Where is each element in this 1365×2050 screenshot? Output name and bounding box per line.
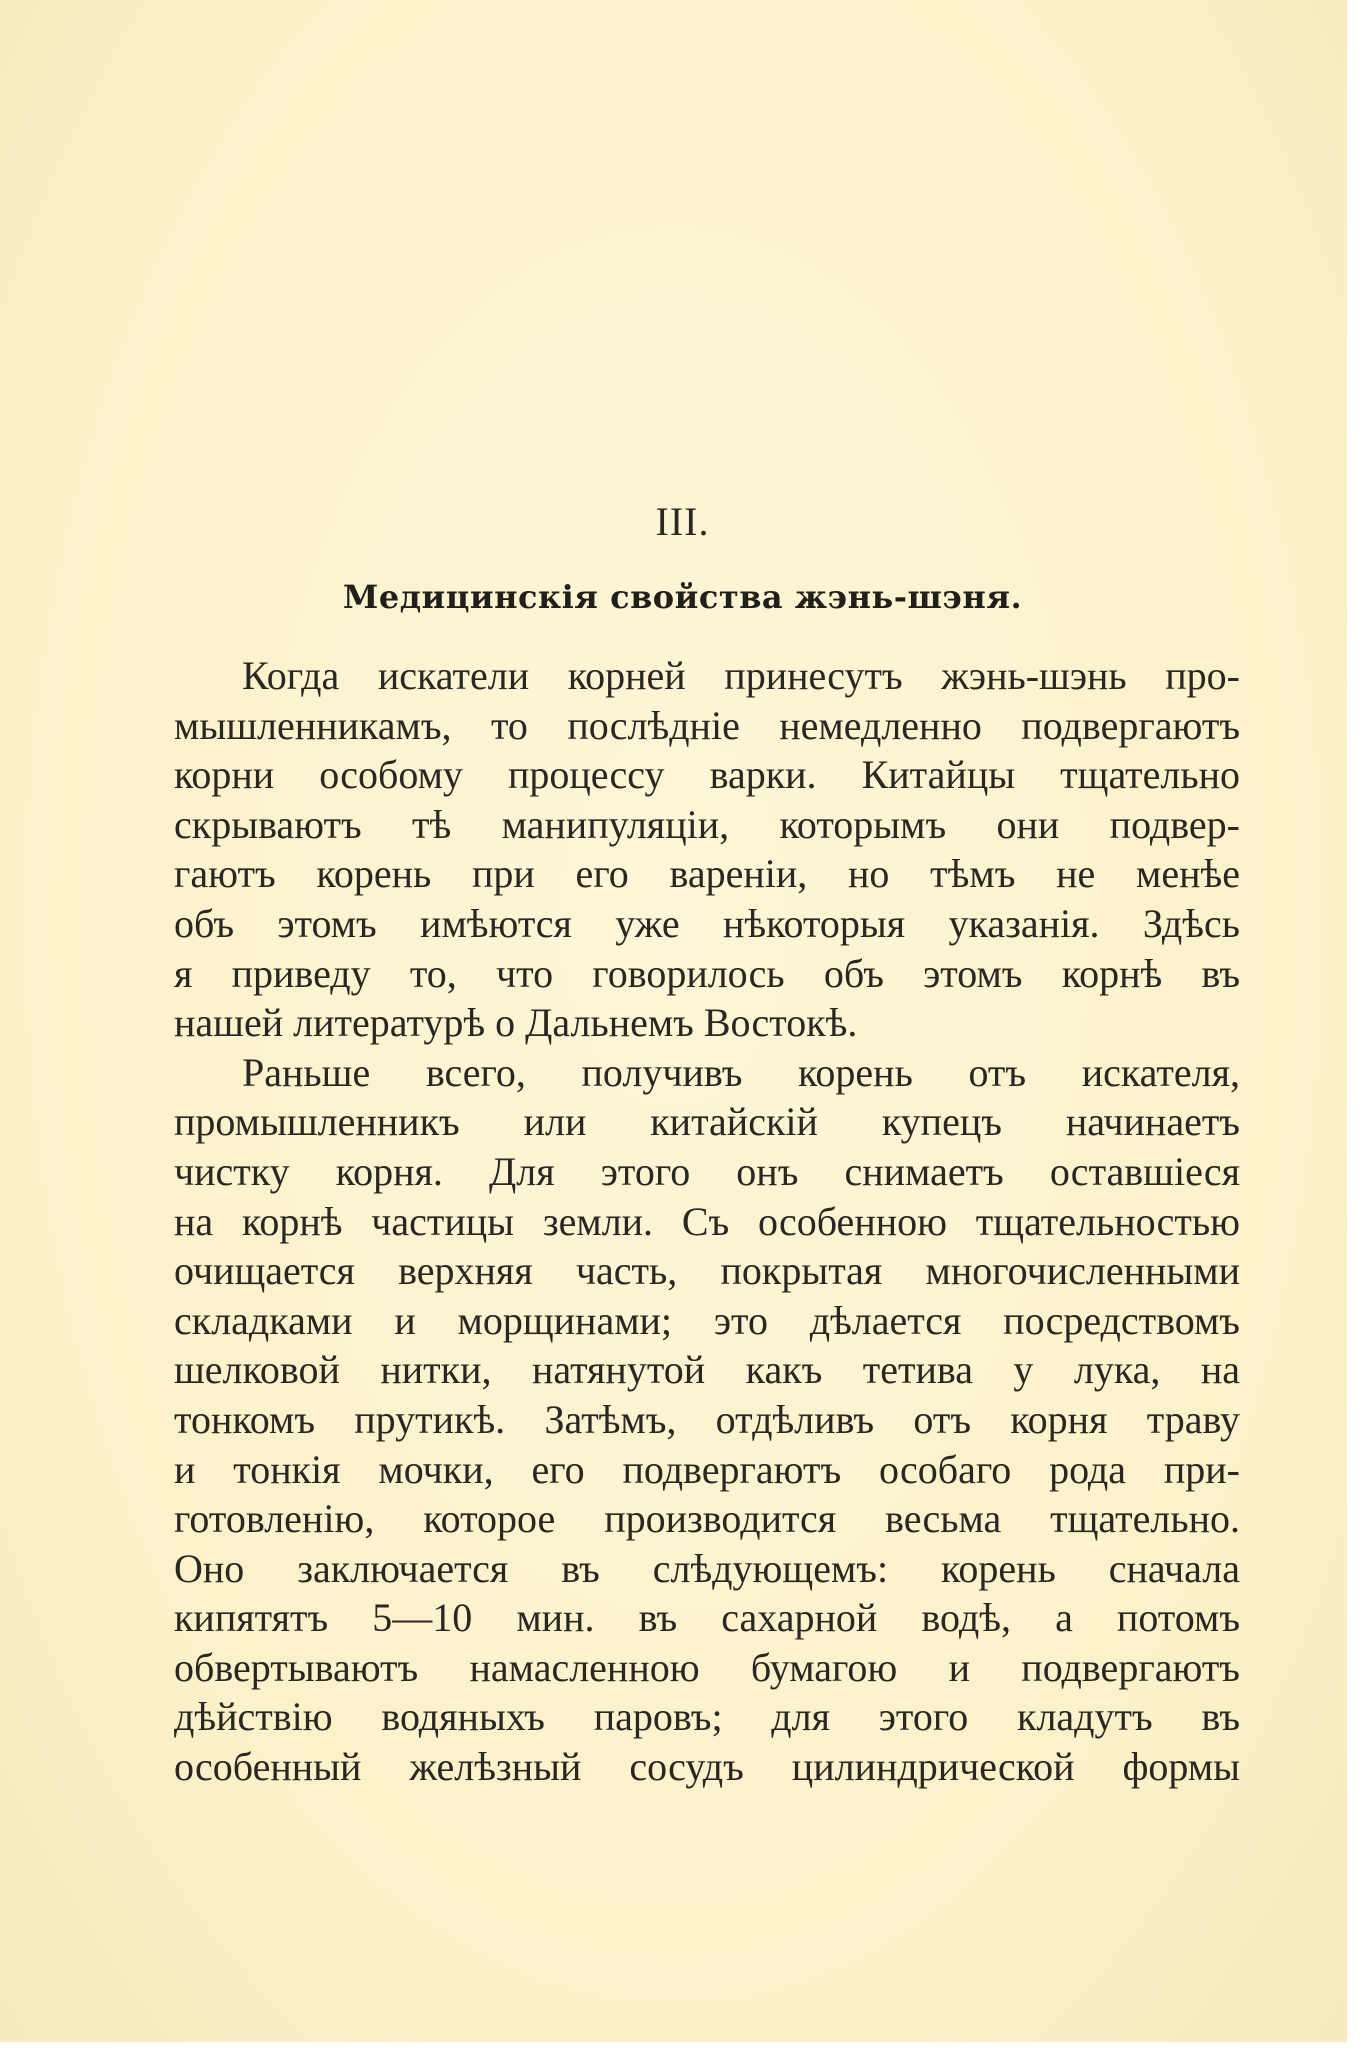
text-line: обвертываютъ намасленною бумагою и подвергаютъ — [174, 1644, 1240, 1690]
text-line: мышленникамъ, то послѣдніе немедленно подвергаютъ — [174, 702, 1240, 748]
body-text — [174, 651, 1240, 1792]
text-line: промышленникъ или китайскій купецъ начинаетъ — [174, 1099, 1240, 1145]
chapter-title: Медицинскія свойства жэнь-шэня. — [342, 578, 1023, 616]
text-line: Оно заключается въ слѣдующемъ: корень сначала — [174, 1545, 1240, 1591]
text-line: я приведу то, что говорилось объ этомъ корнѣ въ — [174, 950, 1240, 996]
text-line: Раньше всего, получивъ корень отъ искателя, — [242, 1049, 1240, 1095]
text-line: нашей литературѣ о Дальнемъ Востокѣ. — [174, 1000, 858, 1046]
chapter-number: III. — [655, 499, 710, 544]
text-line: очищается верхняя часть, покрытая многочисленными — [174, 1248, 1240, 1294]
text-line: корни особому процессу варки. Китайцы тщательно — [174, 752, 1240, 798]
text-line: скрываютъ тѣ манипуляціи, которымъ они подвер- — [174, 801, 1240, 847]
text-line: чистку корня. Для этого онъ снимаетъ оставшіеся — [174, 1148, 1240, 1194]
text-line: объ этомъ имѣются уже нѣкоторыя указанія. Здѣсь — [174, 900, 1240, 946]
text-line: складками и морщинами; это дѣлается посредствомъ — [174, 1297, 1240, 1343]
text-line: и тонкія мочки, его подвергаютъ особаго рода при- — [174, 1446, 1240, 1492]
text-line: гаютъ корень при его вареніи, но тѣмъ не менѣе — [174, 851, 1240, 897]
text-line: особенный желѣзный сосудъ цилиндрической формы — [174, 1744, 1240, 1790]
text-line: кипятятъ 5—10 мин. въ сахарной водѣ, а потомъ — [174, 1595, 1240, 1641]
text-line: дѣйствію водяныхъ паровъ; для этого кладутъ въ — [174, 1694, 1240, 1740]
text-line: на корнѣ частицы земли. Съ особенною тщательностью — [174, 1198, 1240, 1244]
text-line: Когда искатели корней принесутъ жэнь-шэнь про- — [242, 653, 1240, 698]
text-line: готовленію, которое производится весьма тщательно. — [174, 1496, 1240, 1542]
text-line: шелковой нитки, натянутой какъ тетива у лука, на — [174, 1347, 1240, 1393]
text-line: тонкомъ прутикѣ. Затѣмъ, отдѣливъ отъ корня траву — [174, 1396, 1240, 1442]
